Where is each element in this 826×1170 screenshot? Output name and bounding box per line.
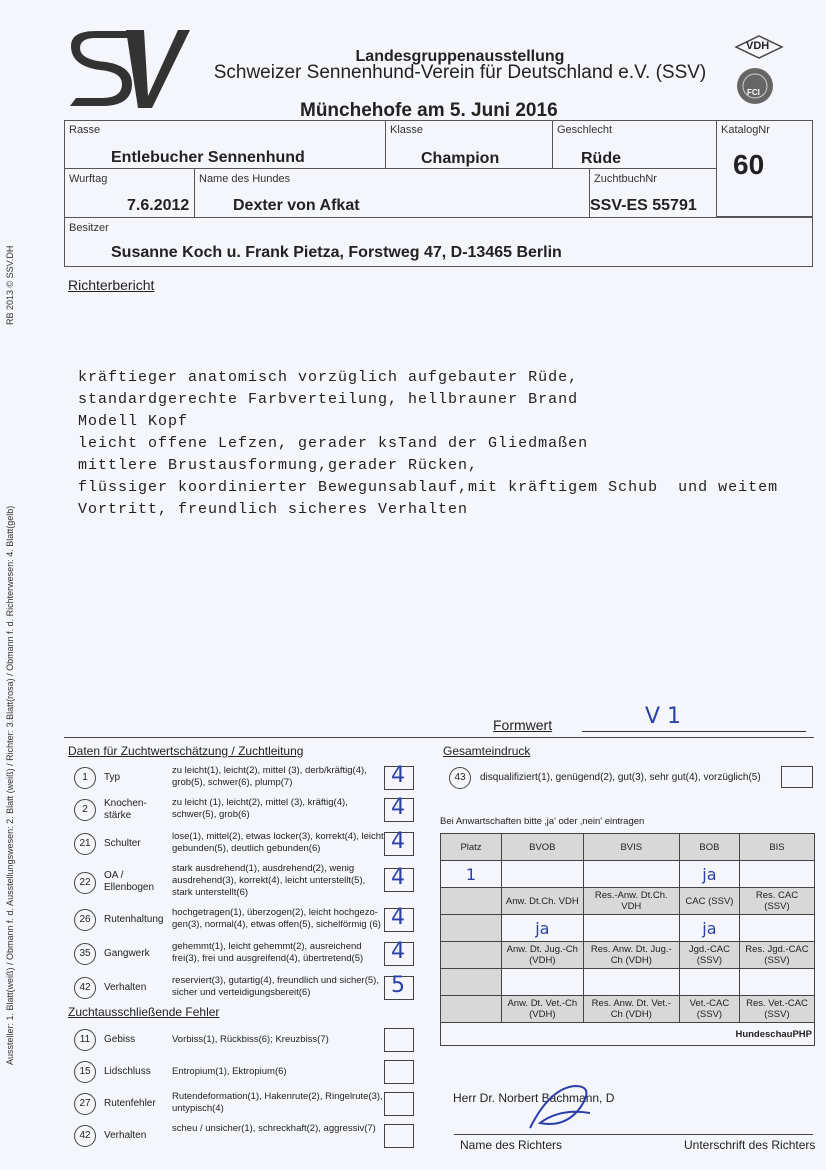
mark-box[interactable]: 4 (384, 766, 414, 790)
fault-row: 27 Rutenfehler Rutendeformation(1), Hakenrute(2), Ringelrute(3), untypisch(4) (70, 1090, 415, 1128)
table-row (441, 969, 815, 996)
signature-line (454, 1134, 813, 1135)
judge-sign-label: Unterschrift des Richters (684, 1138, 816, 1152)
criterion-row: 22 OA / Ellenbogen stark ausdrehend(1), ausdrehend(2), wenig ausdrehend(3), korrekt(4), leicht unterstellt(5), stark unterstellt(6) 4 (70, 862, 415, 900)
criterion-row: 35 Gangwerk gehemmt(1), leicht gehemmt(2), ausreichend frei(3), frei und ausgreifend(4), übertretend(5) 4 (70, 940, 415, 978)
judge-name: Herr Dr. Norbert Bachmann, D (453, 1091, 615, 1105)
fault-box[interactable] (384, 1124, 414, 1148)
fault-box[interactable] (384, 1092, 414, 1116)
gesamt-desc: disqualifiziert(1), genügend(2), gut(3), sehr gut(4), vorzüglich(5) (480, 772, 761, 783)
fault-row: 15 Lidschluss Entropium(1), Ektropium(6) (70, 1058, 415, 1096)
table-row (441, 1023, 815, 1046)
criterion-row: 21 Schulter lose(1), mittel(2), etwas locker(3), korrekt(4), leicht gebunden(5), deutlich gebunden(6) 4 (70, 830, 415, 868)
report-heading: Richterbericht (68, 277, 155, 293)
geschlecht-box: Geschlecht Rüde (552, 120, 717, 169)
table-row: Anw. Dt.Ch. VDH Res.-Anw. Dt.Ch. VDH CAC (SSV) Res. CAC (SSV) (441, 888, 815, 915)
klasse-value: Champion (421, 150, 500, 167)
katalog-value: 60 (733, 149, 765, 180)
criterion-row: 2 Knochen- stärke zu leicht (1), leicht(2), mittel (3), kräftig(4), schwer(5), grob(6) 4 (70, 796, 415, 834)
report-text: kräftieger anatomisch vorzüglich aufgebauter Rüde, standardgerechte Farbverteilung, hellbrauner Brand Modell Kopf leicht offene Lefzen, gerader ksTand der Gliedmaßen mittlere Brustausformung,gerader Rücken, flüssiger koordinierter Bewegunsablauf,mit kräftigem Schub und weitem Vortritt, freundlich sicheres Verhalten (78, 369, 779, 518)
klasse-box: Klasse Champion (385, 120, 553, 169)
table-row: ja ja (441, 915, 815, 942)
awards-table (440, 833, 815, 1046)
copyright-text: RB 2013 © SSV.DH (5, 245, 15, 325)
criterion-row: 26 Rutenhaltung hochgetragen(1), überzogen(2), leicht hochgezo-gen(3), normal(4), etwas offen(5), sichelförmig (6) 4 (70, 906, 415, 944)
fault-box[interactable] (384, 1060, 414, 1084)
table-row: Platz BVOB BVIS BOB BIS (441, 834, 815, 861)
ssv-logo (66, 26, 191, 112)
criterion-row: 1 Typ zu leicht(1), leicht(2), mittel (3), derb/kräftig(4), grob(5), schwer(6), plump(7) 4 (70, 764, 415, 802)
anwartschaft-note: Bei Anwartschaften bitte ‚ja' oder ‚nein' eintragen (440, 816, 645, 827)
besitzer-box: Besitzer Susanne Koch u. Frank Pietza, Forstweg 47, D-13465 Berlin (64, 217, 813, 267)
vdh-logo: VDH (732, 34, 786, 60)
formwert-line (582, 731, 806, 732)
criterion-row: 42 Verhalten reserviert(3), gutartig(4), freundlich und sicher(5), sicher und verteidigungsbereit(6) 5 (70, 974, 415, 1012)
fci-logo: FCI (735, 66, 775, 106)
fault-row: 11 Gebiss Vorbiss(1), Rückbiss(6); Kreuzbiss(7) (70, 1026, 415, 1064)
gesamt-box[interactable] (781, 766, 813, 788)
mark-box[interactable]: 4 (384, 868, 414, 892)
formwert-label: Formwert (493, 717, 553, 733)
wurftag-value: 7.6.2012 (127, 197, 190, 214)
mark-box[interactable]: 5 (384, 976, 414, 1000)
table-row: Anw. Dt. Vet.-Ch (VDH) Res. Anw. Dt. Vet.-Ch (VDH) Vet.-CAC (SSV) Res. Vet.-CAC (SSV) (441, 996, 815, 1023)
gesamt-heading: Gesamteindruck (443, 744, 531, 758)
software-label: HundeschauPHP (441, 1023, 815, 1046)
club-name: Schweizer Sennenhund-Verein für Deutschland e.V. (SSV) (213, 62, 707, 83)
gesamt-number: 43 (449, 767, 471, 789)
judge-signature (520, 1078, 610, 1138)
rasse-value: Entlebucher Sennenhund (111, 149, 305, 166)
wurftag-box: Wurftag 7.6.2012 (64, 168, 195, 218)
judge-name-label: Name des Richters (460, 1138, 563, 1152)
besitzer-value: Susanne Koch u. Frank Pietza, Forstweg 47, D-13465 Berlin (111, 244, 562, 261)
katalog-box: KatalogNr 60 (716, 120, 813, 217)
formwert-value: V 1 (645, 704, 682, 729)
mark-box[interactable]: 4 (384, 798, 414, 822)
mark-box[interactable]: 4 (384, 908, 414, 932)
geschlecht-value: Rüde (581, 150, 621, 167)
mark-box[interactable]: 4 (384, 942, 414, 966)
fault-box[interactable] (384, 1028, 414, 1052)
table-row: Anw. Dt. Jug.-Ch (VDH) Res. Anw. Dt. Jug.-Ch (VDH) Jgd.-CAC (SSV) Res. Jgd.-CAC (SSV) (441, 942, 815, 969)
rasse-box: Rasse Entlebucher Sennenhund (64, 120, 386, 169)
event-title: Landesgruppenausstellung (355, 48, 565, 65)
distribution-text: Aussteller: 1. Blatt(weiß) / Obmann f. d. Ausstellungswesen: 2. Blatt (weiß) / Richter: 3.Blatt(rosa) / Obmann f. d. Richterwesen: 4. Blatt(gelb) (5, 505, 15, 1065)
section-divider (64, 737, 814, 738)
location-date: Münchehofe am 5. Juni 2016 (300, 100, 558, 121)
zuchtwert-heading: Daten für Zuchtwertschätzung / Zuchtleitung (68, 744, 304, 758)
zuchtbuch-value: SSV-ES 55791 (590, 197, 697, 214)
zuchtbuch-box: ZuchtbuchNr SSV-ES 55791 (589, 168, 717, 218)
fehler-heading: Zuchtausschließende Fehler (68, 1005, 220, 1019)
mark-box[interactable]: 4 (384, 832, 414, 856)
name-value: Dexter von Afkat (233, 197, 360, 214)
name-box: Name des Hundes Dexter von Afkat (194, 168, 590, 218)
table-row: 1 ja (441, 861, 815, 888)
fault-row: 42 Verhalten scheu / unsicher(1), schreckhaft(2), aggressiv(7) (70, 1122, 415, 1160)
